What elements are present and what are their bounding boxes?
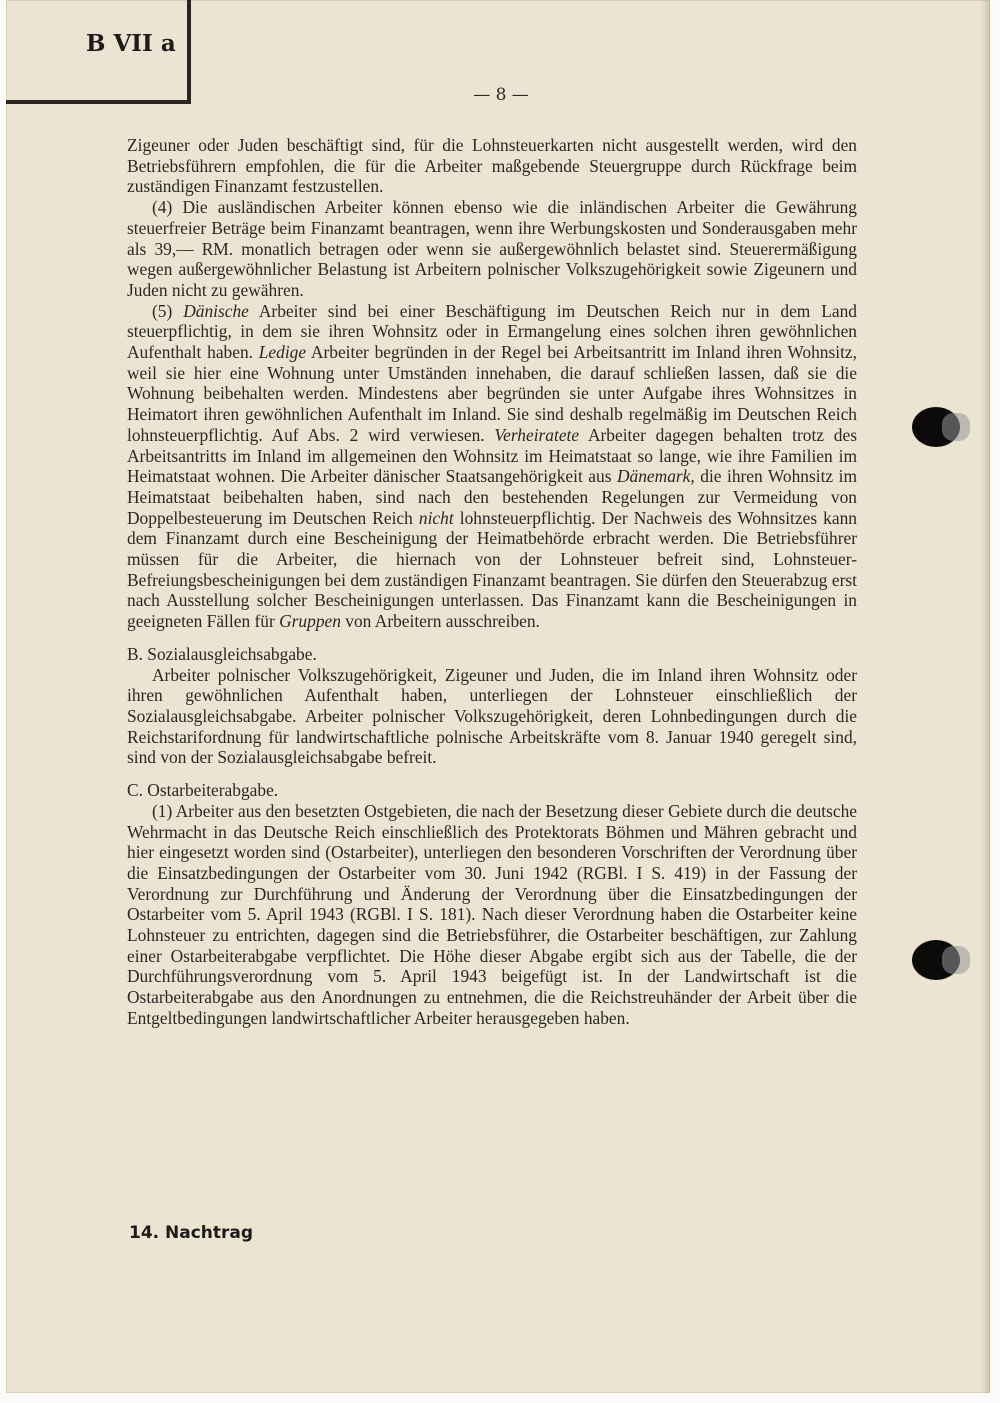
paragraph-ostarbeiterabgabe: (1) Arbeiter aus den besetzten Ostgebieten, die nach der Besetzung dieser Gebiete durch die deutsche Wehrmacht in das Deutsche Reich einschließlich des Protektorats Böhmen und Mähren gebracht und hier eingesetzt worden sind (Ostarbeiter), unterliegen den besonderen Vorschriften der Verordnung über die Einsatzbedingungen der Ostarbeiter vom 30. Juni 1942 (RGBl. I S. 419) in der Fassung der Verordnung zur Durchführung und Änderung der Verordnung über die Einsatzbedingungen der Ostarbeiter vom 5. April 1943 (RGBl. I S. 181). Nach dieser Verordnung haben die Ostarbeiter keine Lohnsteuer zu entrichten, dagegen sind die Betriebsführer, die Ostarbeiter beschäftigen, zur Zahlung einer Ostarbeiterabgabe verpflichtet. Die Höhe dieser Abgabe ergibt sich aus der Tabelle, die der Durchführungsverordnung vom 5. April 1943 beigefügt ist. In der Landwirtschaft ist die Ostarbeiterabgabe aus den Anordnungen zu entnehmen, die die Reichstreuhänder der Arbeit über die Entgeltbedingungen landwirtschaftlicher Arbeiter herausgegeben haben. xyxy=(127,800,857,1028)
heading-sozialausgleichsabgabe: B. Sozialausgleichsabgabe. xyxy=(127,643,317,664)
document-body xyxy=(127,135,857,1029)
heading-ostarbeiterabgabe: C. Ostarbeiterabgabe. xyxy=(127,780,279,801)
paragraph-4: (4) Die ausländischen Arbeiter können ebenso wie die inländischen Arbeiter die Gewährung steuerfreier Beträge beim Finanzamt beantragen, wenn ihre Werbungskosten und Sonderausgaben mehr als 39,— RM. monatlich betragen oder wenn sie außergewöhnlich belastet sind. Steuerermäßigung wegen außergewöhnlicher Belastung ist Arbeitern polnischer Volkszugehörigkeit sowie Zigeunern und Juden nicht zu gewähren. xyxy=(127,197,857,300)
paragraph-sozialausgleichsabgabe: Arbeiter polnischer Volkszugehörigkeit, Zigeuner und Juden, die im Inland ihren Wohnsitz oder ihren gewöhnlichen Aufenthalt haben, unterliegen der Lohnsteuer einschließlich der Sozialausgleichsabgabe. Arbeiter polnischer Volkszugehörigkeit, deren Lohnbedingungen durch die Reichstarifordnung für landwirtschaftliche polnische Arbeitskräfte vom 8. Januar 1940 geregelt sind, sind von der Sozialausgleichsabgabe befreit. xyxy=(127,664,857,768)
punch-hole xyxy=(912,407,960,447)
stamp-border-bottom xyxy=(6,100,187,104)
document-page xyxy=(6,0,990,1393)
supplement-label: 14. Nachtrag xyxy=(129,1223,254,1243)
page-number: — 8 — xyxy=(473,85,529,105)
stamp-border-right xyxy=(187,0,191,104)
punch-hole xyxy=(912,940,960,980)
paragraph-5: (5) Dänische Arbeiter sind bei einer Beschäftigung im Deutschen Reich nur in dem Land steuerpflichtig, in dem sie ihren Wohnsitz oder in Ermangelung eines solchen ihren gewöhnlichen Aufenthalt haben. Ledige Arbeiter begründen in der Regel bei Arbeitsantritt im Inland ihren Wohnsitz, weil sie hier eine Wohnung unter Umständen innehaben, die darauf schließen lassen, daß sie die Wohnung beibehalten werden. Mindestens aber begründen sie unter Aufgabe ihres Wohnsitzes in Heimatort ihren gewöhnlichen Aufenthalt im Inland. Sie sind deshalb regelmäßig im Deutschen Reich lohnsteuerpflichtig. Auf Abs. 2 wird verwiesen. Verheiratete Arbeiter dagegen behalten trotz des Arbeitsantritts im Inland im allgemeinen den Wohnsitz im Heimatstaat so lange, wie ihre Familien im Heimatstaat wohnen. Die Arbeiter dänischer Staatsangehörigkeit aus Dänemark, die ihren Wohnsitz im Heimatstaat beibehalten haben, sind nach den bestehenden Regelungen zur Vermeidung von Doppelbesteuerung im Deutschen Reich nicht lohnsteuerpflichtig. Der Nachweis des Wohnsitzes kann dem Finanzamt durch eine Bescheinigung der Heimatbehörde erbracht werden. Die Betriebsführer müssen für die Arbeiter, die hiernach von der Lohnsteuer befreit sind, Lohnsteuer-Befreiungsbescheinigungen bei dem zuständigen Finanzamt beantragen. Sie dürfen den Steuerabzug erst nach Ausstellung solcher Bescheinigungen unterlassen. Das Finanzamt kann die Bescheinigungen in geeigneten Fällen für Gruppen von Arbeitern ausschreiben. xyxy=(127,300,858,632)
section-stamp: B VII a xyxy=(86,30,176,57)
paragraph-1: Zigeuner oder Juden beschäftigt sind, für die Lohnsteuerkarten nicht ausgestellt werden, wird den Betriebsführern empfohlen, die für die Arbeiter maßgebende Steuergruppe durch Rückfrage beim zuständigen Finanzamt festzustellen. xyxy=(127,135,857,197)
